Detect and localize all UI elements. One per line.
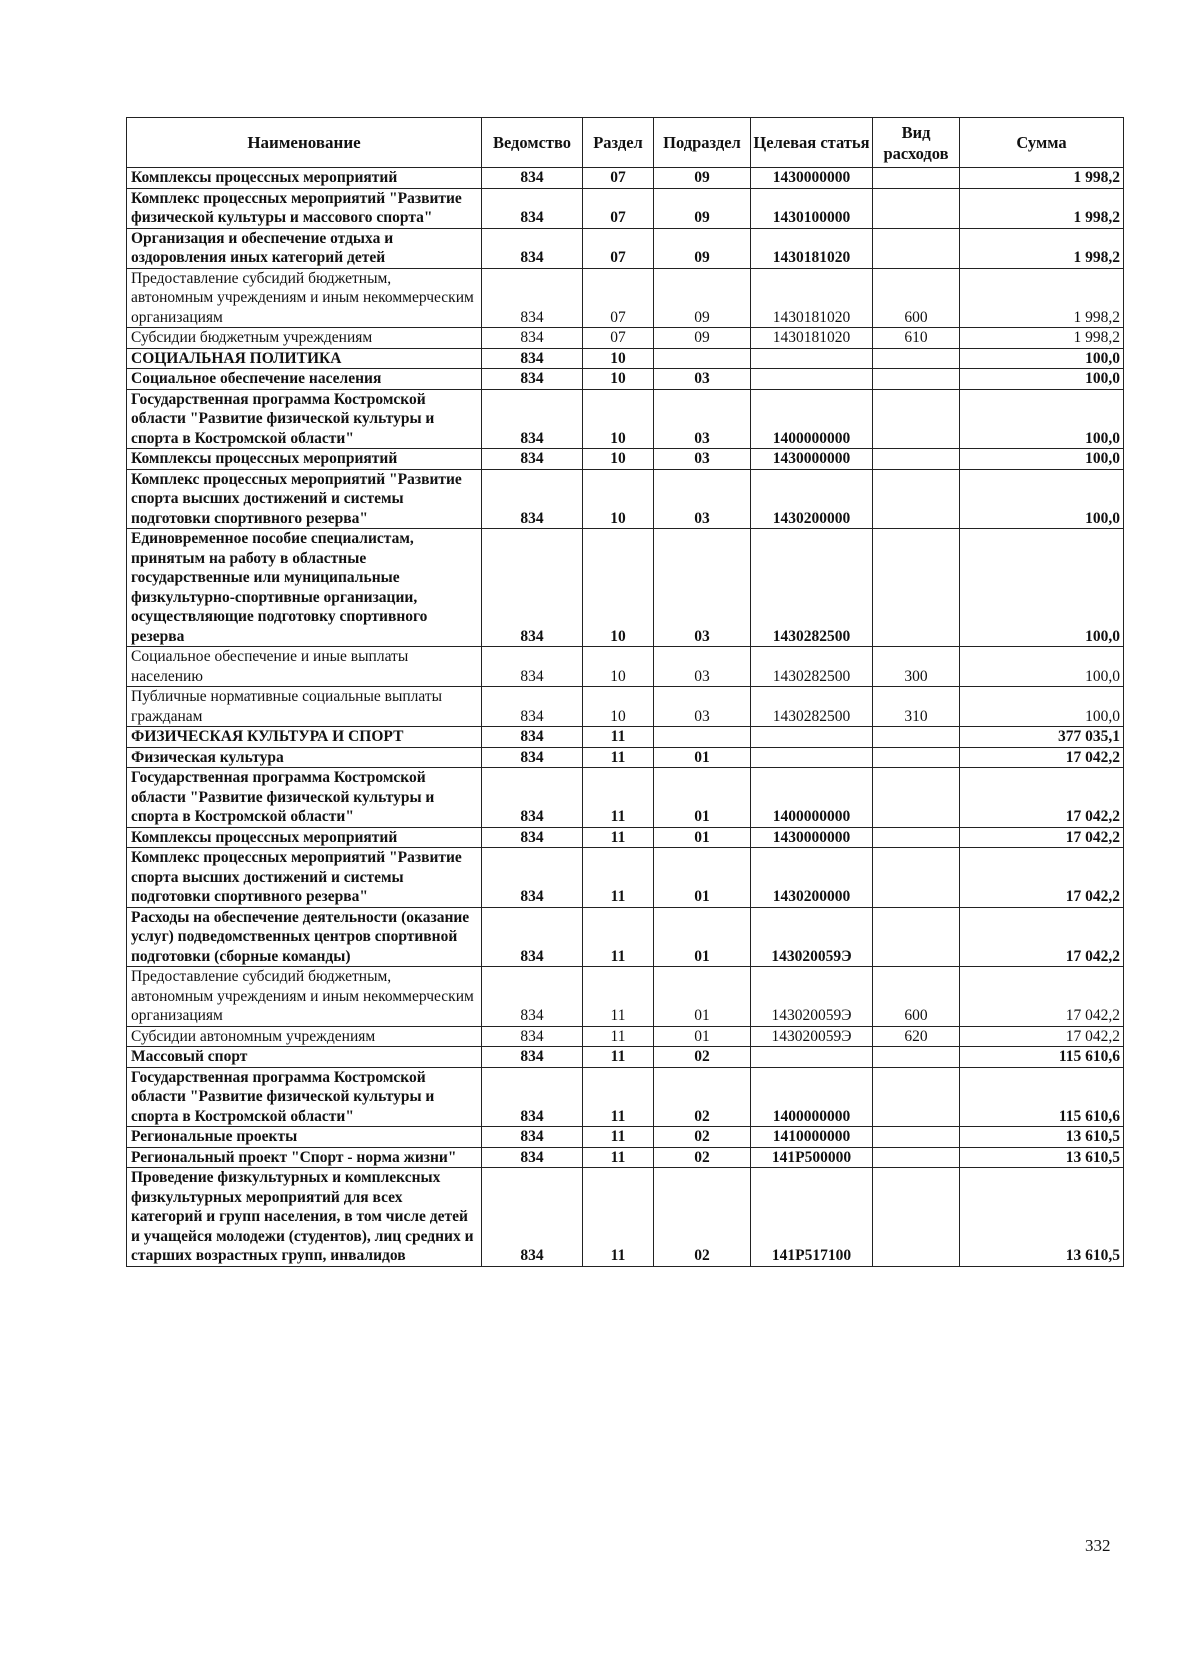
cell-section: 07 <box>583 328 654 349</box>
cell-name: Комплексы процессных мероприятий <box>127 449 482 470</box>
cell-target: 143020059Э <box>751 967 873 1027</box>
cell-section: 11 <box>583 827 654 848</box>
cell-sum: 17 042,2 <box>960 967 1124 1027</box>
cell-section: 07 <box>583 188 654 228</box>
cell-subsection: 09 <box>654 228 751 268</box>
cell-target: 143020059Э <box>751 907 873 967</box>
cell-type: 610 <box>873 328 960 349</box>
budget-table <box>126 117 1124 1267</box>
cell-target: 1400000000 <box>751 768 873 828</box>
cell-type <box>873 529 960 647</box>
cell-sum: 17 042,2 <box>960 768 1124 828</box>
cell-name: Расходы на обеспечение деятельности (оказание услуг) подведомственных центров спортивной подготовки (сборные команды) <box>127 907 482 967</box>
cell-sum: 17 042,2 <box>960 907 1124 967</box>
cell-target: 1400000000 <box>751 389 873 449</box>
table-row <box>127 747 1124 768</box>
cell-name: Региональные проекты <box>127 1127 482 1148</box>
cell-dept: 834 <box>482 469 583 529</box>
cell-target <box>751 1047 873 1068</box>
header-dept: Ведомство <box>482 118 583 168</box>
cell-sum: 17 042,2 <box>960 1026 1124 1047</box>
table-row <box>127 168 1124 189</box>
cell-type <box>873 1147 960 1168</box>
cell-sum: 100,0 <box>960 687 1124 727</box>
table-row <box>127 827 1124 848</box>
cell-dept: 834 <box>482 449 583 470</box>
cell-dept: 834 <box>482 228 583 268</box>
cell-target: 1410000000 <box>751 1127 873 1148</box>
header-type: Вид расходов <box>873 118 960 168</box>
table-row <box>127 328 1124 349</box>
cell-sum: 100,0 <box>960 647 1124 687</box>
cell-sum: 1 998,2 <box>960 188 1124 228</box>
table-row <box>127 1047 1124 1068</box>
cell-dept: 834 <box>482 1067 583 1127</box>
cell-section: 11 <box>583 727 654 748</box>
header-target: Целевая статья <box>751 118 873 168</box>
cell-type <box>873 369 960 390</box>
cell-type <box>873 228 960 268</box>
cell-subsection: 03 <box>654 647 751 687</box>
cell-target: 143020059Э <box>751 1026 873 1047</box>
cell-target <box>751 727 873 748</box>
cell-target <box>751 747 873 768</box>
cell-sum: 115 610,6 <box>960 1047 1124 1068</box>
cell-dept: 834 <box>482 647 583 687</box>
header-sum: Сумма <box>960 118 1124 168</box>
cell-type: 600 <box>873 268 960 328</box>
cell-type <box>873 747 960 768</box>
cell-target <box>751 348 873 369</box>
cell-subsection: 01 <box>654 768 751 828</box>
cell-subsection: 09 <box>654 268 751 328</box>
table-row <box>127 687 1124 727</box>
cell-subsection: 02 <box>654 1127 751 1148</box>
cell-dept: 834 <box>482 188 583 228</box>
cell-dept: 834 <box>482 727 583 748</box>
cell-section: 11 <box>583 1168 654 1267</box>
cell-dept: 834 <box>482 967 583 1027</box>
cell-name: Комплекс процессных мероприятий "Развитие спорта высших достижений и системы подготовки спортивного резерва" <box>127 469 482 529</box>
cell-subsection: 03 <box>654 529 751 647</box>
table-row <box>127 369 1124 390</box>
cell-section: 10 <box>583 469 654 529</box>
cell-sum: 100,0 <box>960 529 1124 647</box>
cell-subsection: 09 <box>654 188 751 228</box>
cell-dept: 834 <box>482 1047 583 1068</box>
table-row <box>127 348 1124 369</box>
cell-target: 1430282500 <box>751 529 873 647</box>
cell-subsection: 01 <box>654 967 751 1027</box>
cell-section: 10 <box>583 647 654 687</box>
table-row <box>127 647 1124 687</box>
cell-name: Проведение физкультурных и комплексных физкультурных мероприятий для всех категорий и групп населения, в том числе детей и учащейся молодежи (студентов), лиц средних и старших возрастных групп, инвалидов <box>127 1168 482 1267</box>
cell-dept: 834 <box>482 268 583 328</box>
cell-target <box>751 369 873 390</box>
table-row <box>127 848 1124 908</box>
cell-type <box>873 827 960 848</box>
cell-type <box>873 727 960 748</box>
cell-name: Государственная программа Костромской области "Развитие физической культуры и спорта в Костромской области" <box>127 768 482 828</box>
table-row <box>127 1067 1124 1127</box>
cell-name: Предоставление субсидий бюджетным, автономным учреждениям и иным некоммерческим организациям <box>127 967 482 1027</box>
cell-sum: 100,0 <box>960 348 1124 369</box>
cell-name: Единовременное пособие специалистам, принятым на работу в областные государственные или муниципальные физкультурно-спортивные организации, осуществляющие подготовку спортивного резерва <box>127 529 482 647</box>
table-row <box>127 727 1124 748</box>
table-row <box>127 967 1124 1027</box>
cell-subsection: 01 <box>654 1026 751 1047</box>
cell-type <box>873 1067 960 1127</box>
table-row <box>127 768 1124 828</box>
header-row <box>127 118 1124 168</box>
cell-dept: 834 <box>482 328 583 349</box>
cell-type: 620 <box>873 1026 960 1047</box>
cell-section: 07 <box>583 228 654 268</box>
cell-sum: 17 042,2 <box>960 827 1124 848</box>
cell-target: 1430181020 <box>751 228 873 268</box>
cell-target: 1430282500 <box>751 647 873 687</box>
cell-subsection: 02 <box>654 1147 751 1168</box>
cell-sum: 115 610,6 <box>960 1067 1124 1127</box>
cell-name: Комплексы процессных мероприятий <box>127 827 482 848</box>
cell-section: 10 <box>583 529 654 647</box>
cell-section: 11 <box>583 1047 654 1068</box>
cell-target: 1430000000 <box>751 827 873 848</box>
cell-name: Предоставление субсидий бюджетным, автономным учреждениям и иным некоммерческим организациям <box>127 268 482 328</box>
cell-dept: 834 <box>482 907 583 967</box>
cell-section: 11 <box>583 768 654 828</box>
page-number: 332 <box>1085 1536 1111 1555</box>
cell-type <box>873 168 960 189</box>
cell-target: 1430181020 <box>751 268 873 328</box>
cell-dept: 834 <box>482 1026 583 1047</box>
cell-name: Комплекс процессных мероприятий "Развитие спорта высших достижений и системы подготовки спортивного резерва" <box>127 848 482 908</box>
cell-name: Субсидии бюджетным учреждениям <box>127 328 482 349</box>
cell-type <box>873 348 960 369</box>
cell-subsection: 03 <box>654 369 751 390</box>
cell-name: Региональный проект "Спорт - норма жизни" <box>127 1147 482 1168</box>
cell-target: 1430000000 <box>751 449 873 470</box>
cell-subsection: 03 <box>654 389 751 449</box>
cell-sum: 17 042,2 <box>960 747 1124 768</box>
cell-dept: 834 <box>482 687 583 727</box>
cell-dept: 834 <box>482 848 583 908</box>
cell-sum: 1 998,2 <box>960 168 1124 189</box>
cell-name: Социальное обеспечение и иные выплаты населению <box>127 647 482 687</box>
cell-subsection <box>654 727 751 748</box>
table-row <box>127 268 1124 328</box>
cell-sum: 377 035,1 <box>960 727 1124 748</box>
cell-target: 1430181020 <box>751 328 873 349</box>
cell-section: 10 <box>583 449 654 470</box>
cell-subsection: 03 <box>654 469 751 529</box>
cell-section: 11 <box>583 1127 654 1148</box>
table-row <box>127 449 1124 470</box>
cell-target: 1400000000 <box>751 1067 873 1127</box>
cell-dept: 834 <box>482 1168 583 1267</box>
cell-section: 11 <box>583 907 654 967</box>
cell-type <box>873 188 960 228</box>
cell-name: Комплекс процессных мероприятий "Развитие физической культуры и массового спорта" <box>127 188 482 228</box>
cell-name: Государственная программа Костромской области "Развитие физической культуры и спорта в Костромской области" <box>127 389 482 449</box>
cell-type: 300 <box>873 647 960 687</box>
cell-name: Организация и обеспечение отдыха и оздоровления иных категорий детей <box>127 228 482 268</box>
cell-dept: 834 <box>482 168 583 189</box>
cell-subsection: 01 <box>654 827 751 848</box>
cell-type <box>873 1047 960 1068</box>
cell-name: Массовый спорт <box>127 1047 482 1068</box>
cell-type: 310 <box>873 687 960 727</box>
cell-type <box>873 907 960 967</box>
cell-name: ФИЗИЧЕСКАЯ КУЛЬТУРА И СПОРТ <box>127 727 482 748</box>
cell-target: 1430200000 <box>751 848 873 908</box>
table-row <box>127 907 1124 967</box>
cell-type <box>873 389 960 449</box>
cell-subsection: 02 <box>654 1047 751 1068</box>
header-name: Наименование <box>127 118 482 168</box>
cell-target: 141Р500000 <box>751 1147 873 1168</box>
cell-sum: 13 610,5 <box>960 1127 1124 1148</box>
cell-type <box>873 1168 960 1267</box>
cell-subsection: 01 <box>654 848 751 908</box>
table-row <box>127 1147 1124 1168</box>
cell-dept: 834 <box>482 389 583 449</box>
cell-sum: 1 998,2 <box>960 268 1124 328</box>
cell-section: 11 <box>583 1147 654 1168</box>
table-row <box>127 228 1124 268</box>
cell-section: 10 <box>583 348 654 369</box>
cell-type <box>873 1127 960 1148</box>
cell-sum: 100,0 <box>960 369 1124 390</box>
cell-subsection: 09 <box>654 328 751 349</box>
cell-sum: 100,0 <box>960 469 1124 529</box>
table-row <box>127 389 1124 449</box>
cell-type <box>873 848 960 908</box>
cell-target: 141Р517100 <box>751 1168 873 1267</box>
cell-target: 1430100000 <box>751 188 873 228</box>
cell-section: 07 <box>583 268 654 328</box>
cell-section: 10 <box>583 369 654 390</box>
table-row <box>127 1026 1124 1047</box>
cell-section: 10 <box>583 389 654 449</box>
cell-sum: 1 998,2 <box>960 228 1124 268</box>
cell-subsection: 03 <box>654 449 751 470</box>
cell-subsection: 03 <box>654 687 751 727</box>
cell-sum: 13 610,5 <box>960 1147 1124 1168</box>
cell-section: 11 <box>583 747 654 768</box>
table-row <box>127 529 1124 647</box>
table-row <box>127 1168 1124 1267</box>
cell-name: Субсидии автономным учреждениям <box>127 1026 482 1047</box>
table-row <box>127 469 1124 529</box>
cell-sum: 100,0 <box>960 389 1124 449</box>
cell-dept: 834 <box>482 529 583 647</box>
cell-dept: 834 <box>482 348 583 369</box>
cell-section: 11 <box>583 967 654 1027</box>
cell-type <box>873 469 960 529</box>
cell-sum: 13 610,5 <box>960 1168 1124 1267</box>
cell-name: СОЦИАЛЬНАЯ ПОЛИТИКА <box>127 348 482 369</box>
cell-subsection: 02 <box>654 1067 751 1127</box>
cell-section: 11 <box>583 1067 654 1127</box>
table-row <box>127 188 1124 228</box>
cell-subsection: 01 <box>654 747 751 768</box>
cell-section: 11 <box>583 848 654 908</box>
cell-section: 07 <box>583 168 654 189</box>
cell-sum: 100,0 <box>960 449 1124 470</box>
header-subsection: Подраздел <box>654 118 751 168</box>
cell-section: 11 <box>583 1026 654 1047</box>
cell-dept: 834 <box>482 1147 583 1168</box>
cell-target: 1430200000 <box>751 469 873 529</box>
cell-subsection: 01 <box>654 907 751 967</box>
cell-target: 1430282500 <box>751 687 873 727</box>
header-section: Раздел <box>583 118 654 168</box>
cell-dept: 834 <box>482 369 583 390</box>
cell-sum: 17 042,2 <box>960 848 1124 908</box>
table-row <box>127 1127 1124 1148</box>
cell-subsection: 09 <box>654 168 751 189</box>
cell-name: Государственная программа Костромской области "Развитие физической культуры и спорта в Костромской области" <box>127 1067 482 1127</box>
cell-target: 1430000000 <box>751 168 873 189</box>
cell-dept: 834 <box>482 747 583 768</box>
cell-name: Социальное обеспечение населения <box>127 369 482 390</box>
cell-subsection <box>654 348 751 369</box>
cell-dept: 834 <box>482 1127 583 1148</box>
cell-type <box>873 449 960 470</box>
cell-name: Физическая культура <box>127 747 482 768</box>
cell-type <box>873 768 960 828</box>
cell-dept: 834 <box>482 827 583 848</box>
cell-subsection: 02 <box>654 1168 751 1267</box>
cell-type: 600 <box>873 967 960 1027</box>
cell-sum: 1 998,2 <box>960 328 1124 349</box>
cell-dept: 834 <box>482 768 583 828</box>
cell-section: 10 <box>583 687 654 727</box>
cell-name: Комплексы процессных мероприятий <box>127 168 482 189</box>
cell-name: Публичные нормативные социальные выплаты гражданам <box>127 687 482 727</box>
